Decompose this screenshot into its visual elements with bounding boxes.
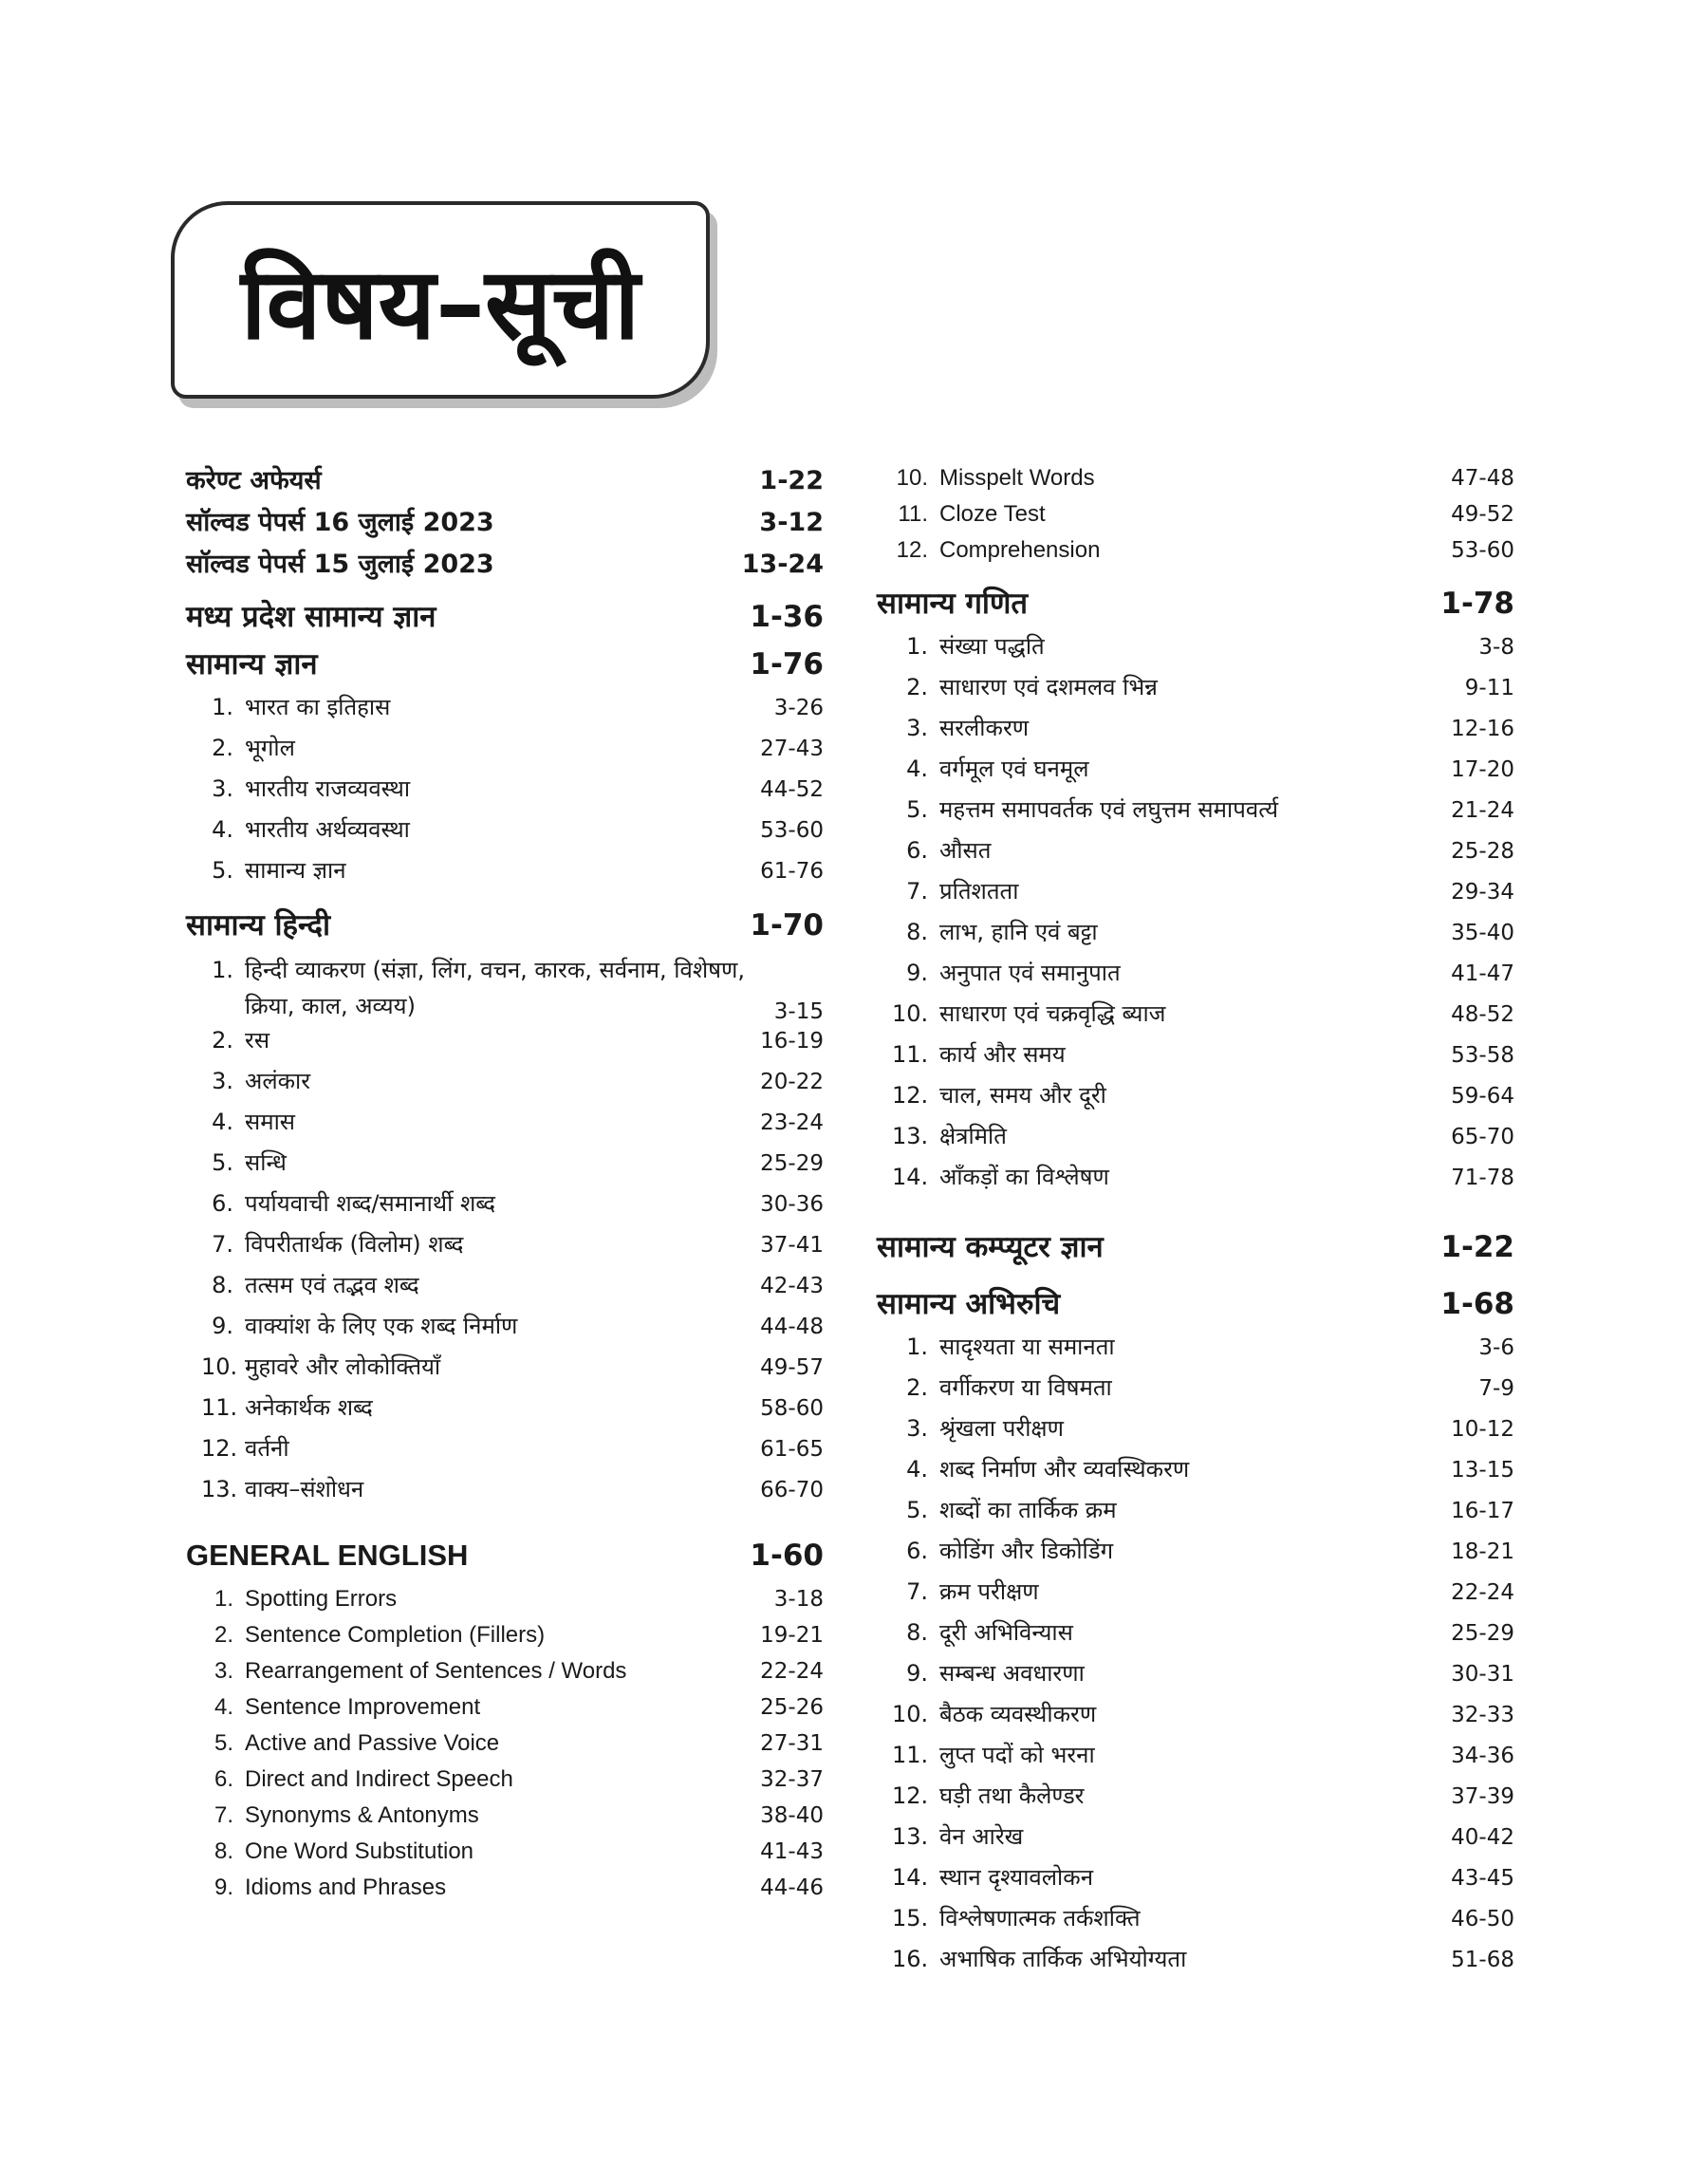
toc-top-item: सॉल्वड पेपर्स 15 जुलाई 2023 13-24 — [186, 550, 824, 579]
toc-item: 9. वाक्यांश के लिए एक शब्द निर्माण 44-48 — [212, 1313, 824, 1339]
toc-item: 14. स्थान दृश्यावलोकन 43-45 — [892, 1864, 1514, 1891]
toc-item: 8. दूरी अभिविन्यास 25-29 — [906, 1619, 1514, 1646]
toc-item: 10. मुहावरे और लोकोक्तियाँ 49-57 — [201, 1353, 824, 1380]
toc-item: 7. क्रम परीक्षण 22-24 — [906, 1578, 1514, 1605]
toc-item: 9. Idioms and Phrases 44-46 — [214, 1875, 824, 1900]
toc-item: 4. Sentence Improvement 25-26 — [214, 1694, 824, 1720]
toc-item: 14. आँकड़ों का विश्लेषण 71-78 — [892, 1164, 1514, 1190]
toc-item: 5. शब्दों का तार्किक क्रम 16-17 — [906, 1497, 1514, 1523]
toc-item: 16. अभाषिक तार्किक अभियोग्यता 51-68 — [892, 1946, 1514, 1972]
toc-item: 2. भूगोल 27-43 — [212, 735, 824, 761]
toc-item: 7. Synonyms & Antonyms 38-40 — [214, 1802, 824, 1828]
section-heading-mp-gk: मध्य प्रदेश सामान्य ज्ञान 1-36 — [186, 600, 824, 634]
toc-item: 4. समास 23-24 — [212, 1109, 824, 1135]
toc-item: 10. बैठक व्यवस्थीकरण 32-33 — [892, 1701, 1514, 1727]
toc-item: 2. साधारण एवं दशमलव भिन्न 9-11 — [906, 674, 1514, 700]
toc-item: 13. वेन आरेख 40-42 — [892, 1823, 1514, 1850]
toc-item: 6. पर्यायवाची शब्द/समानार्थी शब्द 30-36 — [212, 1190, 824, 1217]
toc-item: 4. शब्द निर्माण और व्यवस्थिकरण 13-15 — [906, 1456, 1514, 1483]
section-heading-english: GENERAL ENGLISH 1-60 — [186, 1539, 824, 1573]
section-heading-hindi: सामान्य हिन्दी 1-70 — [186, 908, 824, 942]
toc-item: 8. One Word Substitution 41-43 — [214, 1838, 824, 1864]
section-heading-computer: सामान्य कम्प्यूटर ज्ञान 1-22 — [877, 1230, 1514, 1264]
toc-item: 3. अलंकार 20-22 — [212, 1068, 824, 1094]
toc-item: 3. भारतीय राजव्यवस्था 44-52 — [212, 775, 824, 802]
toc-item: 5. Active and Passive Voice 27-31 — [214, 1730, 824, 1756]
toc-item: 10. साधारण एवं चक्रवृद्धि ब्याज 48-52 — [892, 1000, 1514, 1027]
toc-item: 5. सामान्य ज्ञान 61-76 — [212, 857, 824, 884]
title-box — [171, 201, 710, 399]
toc-item: 13. वाक्य–संशोधन 66-70 — [201, 1476, 824, 1502]
toc-item: 9. सम्बन्ध अवधारणा 30-31 — [906, 1660, 1514, 1687]
section-heading-aptitude: सामान्य अभिरुचि 1-68 — [877, 1287, 1514, 1321]
toc-left-column — [186, 461, 824, 1911]
toc-item: 1. संख्या पद्धति 3-8 — [906, 633, 1514, 660]
page-title: विषय–सूची — [240, 245, 640, 362]
toc-item: 1. सादृश्यता या समानता 3-6 — [906, 1334, 1514, 1360]
toc-item: 7. प्रतिशतता 29-34 — [906, 878, 1514, 905]
toc-top-item: सॉल्वड पेपर्स 16 जुलाई 2023 3-12 — [186, 508, 824, 537]
toc-item: 5. महत्तम समापवर्तक एवं लघुत्तम समापवर्त्य 21-24 — [906, 796, 1514, 823]
toc-item: 6. Direct and Indirect Speech 32-37 — [214, 1766, 824, 1792]
toc-item: 4. भारतीय अर्थव्यवस्था 53-60 — [212, 816, 824, 843]
toc-item: 2. रस 16-19 — [212, 1027, 824, 1054]
toc-item: 12. चाल, समय और दूरी 59-64 — [892, 1082, 1514, 1109]
toc-item: 12. घड़ी तथा कैलेण्डर 37-39 — [892, 1782, 1514, 1809]
section-heading-gk: सामान्य ज्ञान 1-76 — [186, 647, 824, 681]
toc-item: 6. कोडिंग और डिकोडिंग 18-21 — [906, 1538, 1514, 1564]
toc-item: 1. हिन्दी व्याकरण (संज्ञा, लिंग, वचन, कारक, सर्वनाम, विशेषण, क्रिया, काल, अव्यय) 3-15 — [212, 957, 824, 1024]
toc-item: 6. औसत 25-28 — [906, 837, 1514, 864]
toc-item: 3. Rearrangement of Sentences / Words 22-24 — [214, 1658, 824, 1684]
toc-item: 4. वर्गमूल एवं घनमूल 17-20 — [906, 756, 1514, 782]
toc-item: 12. Comprehension 53-60 — [896, 537, 1514, 563]
toc-item: 11. कार्य और समय 53-58 — [892, 1041, 1514, 1068]
toc-item: 9. अनुपात एवं समानुपात 41-47 — [906, 960, 1514, 986]
toc-item: 1. भारत का इतिहास 3-26 — [212, 694, 824, 720]
toc-item: 2. वर्गीकरण या विषमता 7-9 — [906, 1374, 1514, 1401]
toc-right-column — [877, 465, 1514, 1984]
toc-top-item: करेण्ट अफेयर्स 1-22 — [186, 466, 824, 495]
toc-item: 3. श्रृंखला परीक्षण 10-12 — [906, 1415, 1514, 1442]
toc-item: 7. विपरीतार्थक (विलोम) शब्द 37-41 — [212, 1231, 824, 1258]
toc-item: 11. अनेकार्थक शब्द 58-60 — [201, 1394, 824, 1421]
toc-item: 11. Cloze Test 49-52 — [898, 501, 1514, 527]
toc-item: 13. क्षेत्रमिति 65-70 — [892, 1123, 1514, 1149]
toc-item: 1. Spotting Errors 3-18 — [214, 1586, 824, 1612]
toc-item: 2. Sentence Completion (Fillers) 19-21 — [214, 1622, 824, 1648]
toc-item: 8. तत्सम एवं तद्भव शब्द 42-43 — [212, 1272, 824, 1298]
toc-item: 10. Misspelt Words 47-48 — [896, 465, 1514, 491]
toc-item: 12. वर्तनी 61-65 — [201, 1435, 824, 1462]
toc-item: 15. विश्लेषणात्मक तर्कशक्ति 46-50 — [892, 1905, 1514, 1931]
toc-item: 8. लाभ, हानि एवं बट्टा 35-40 — [906, 919, 1514, 945]
toc-item: 5. सन्धि 25-29 — [212, 1149, 824, 1176]
toc-item: 3. सरलीकरण 12-16 — [906, 715, 1514, 741]
toc-item: 11. लुप्त पदों को भरना 34-36 — [892, 1742, 1514, 1768]
section-heading-maths: सामान्य गणित 1-78 — [877, 587, 1514, 621]
